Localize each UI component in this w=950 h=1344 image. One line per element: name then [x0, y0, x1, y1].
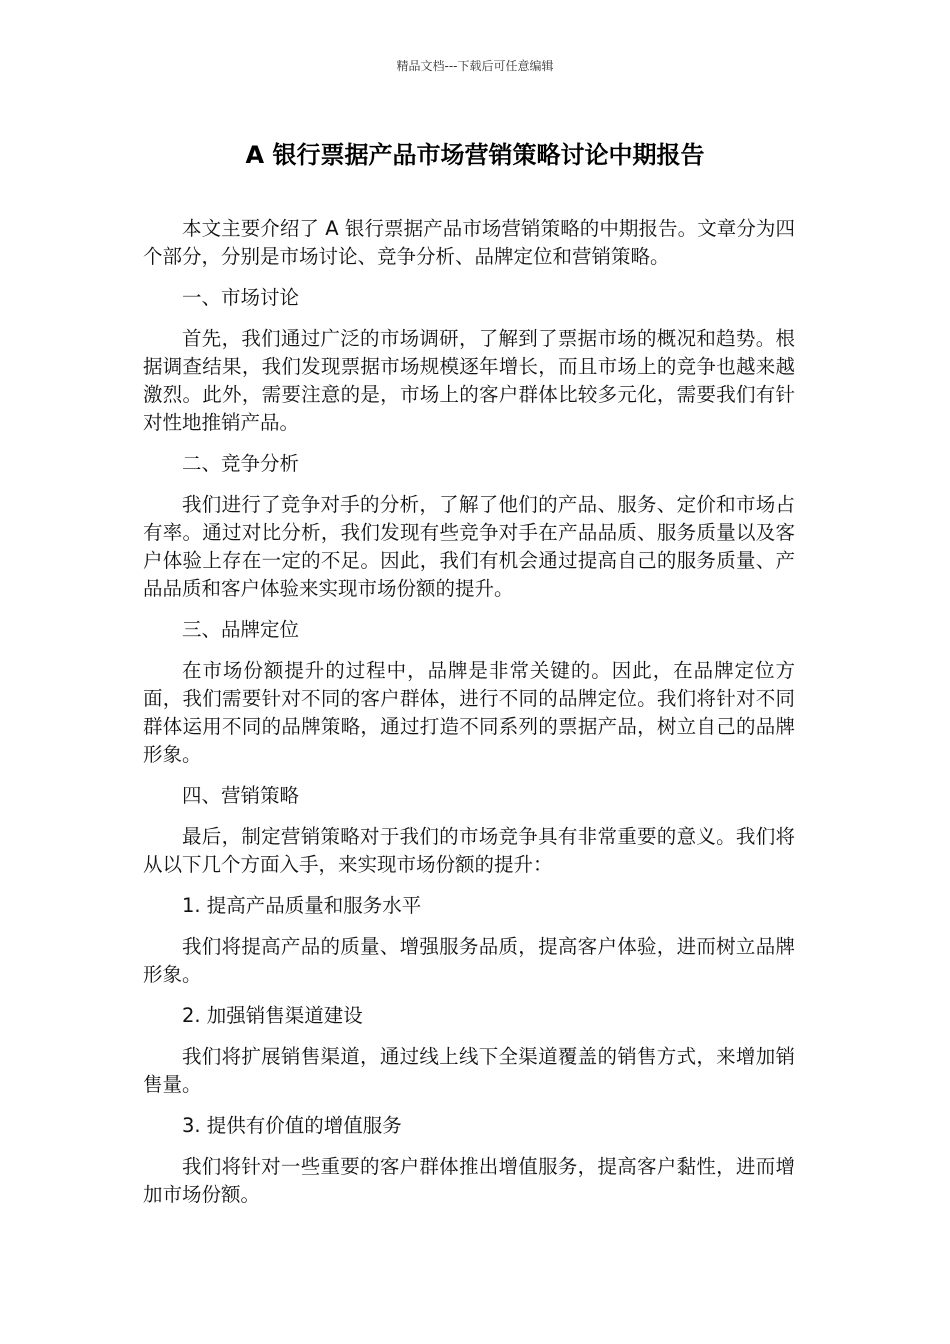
channels-paragraph: 我们将扩展销售渠道，通过线上线下全渠道覆盖的销售方式，来增加销售量。 — [143, 1045, 795, 1096]
section-heading-brand: 三、品牌定位 — [182, 618, 300, 641]
value-added-paragraph: 我们将针对一些重要的客户群体推出增值服务，提高客户黏性，进而增加市场份额。 — [143, 1155, 795, 1206]
intro-paragraph: 本文主要介绍了 A 银行票据产品市场营销策略的中期报告。文章分为四个部分，分别是市场讨论、竞争分析、品牌定位和营销策略。 — [143, 217, 795, 268]
marketing-paragraph: 最后，制定营销策略对于我们的市场竞争具有非常重要的意义。我们将从以下几个方面入手，来实现市场份额的提升： — [143, 825, 795, 876]
subheading-quality: 1. 提高产品质量和服务水平 — [182, 894, 422, 917]
brand-paragraph: 在市场份额提升的过程中，品牌是非常关键的。因此，在品牌定位方面，我们需要针对不同的客户群体，进行不同的品牌定位。我们将针对不同群体运用不同的品牌策略，通过打造不同系列的票据产品，树立自己的品牌形象。 — [143, 659, 795, 766]
document-title: A 银行票据产品市场营销策略讨论中期报告 — [245, 141, 705, 169]
section-heading-competition: 二、竞争分析 — [182, 452, 300, 475]
competition-paragraph: 我们进行了竞争对手的分析，了解了他们的产品、服务、定价和市场占有率。通过对比分析，我们发现有些竞争对手在产品品质、服务质量以及客户体验上存在一定的不足。因此，我们有机会通过提高自己的服务质量、产品品质和客户体验来实现市场份额的提升。 — [143, 493, 795, 600]
header-note: 精品文档---下载后可任意编辑 — [396, 59, 554, 73]
section-heading-market: 一、市场讨论 — [182, 286, 300, 309]
market-paragraph: 首先，我们通过广泛的市场调研，了解到了票据市场的概况和趋势。根据调查结果，我们发现票据市场规模逐年增长，而且市场上的竞争也越来越激烈。此外，需要注意的是，市场上的客户群体比较多元化，需要我们有针对性地推销产品。 — [143, 327, 795, 434]
document-body — [143, 215, 795, 1222]
quality-paragraph: 我们将提高产品的质量、增强服务品质，提高客户体验，进而树立品牌形象。 — [143, 935, 795, 986]
subheading-value-added: 3. 提供有价值的增值服务 — [182, 1114, 402, 1137]
section-heading-marketing: 四、营销策略 — [182, 784, 300, 807]
subheading-channels: 2. 加强销售渠道建设 — [182, 1004, 363, 1027]
